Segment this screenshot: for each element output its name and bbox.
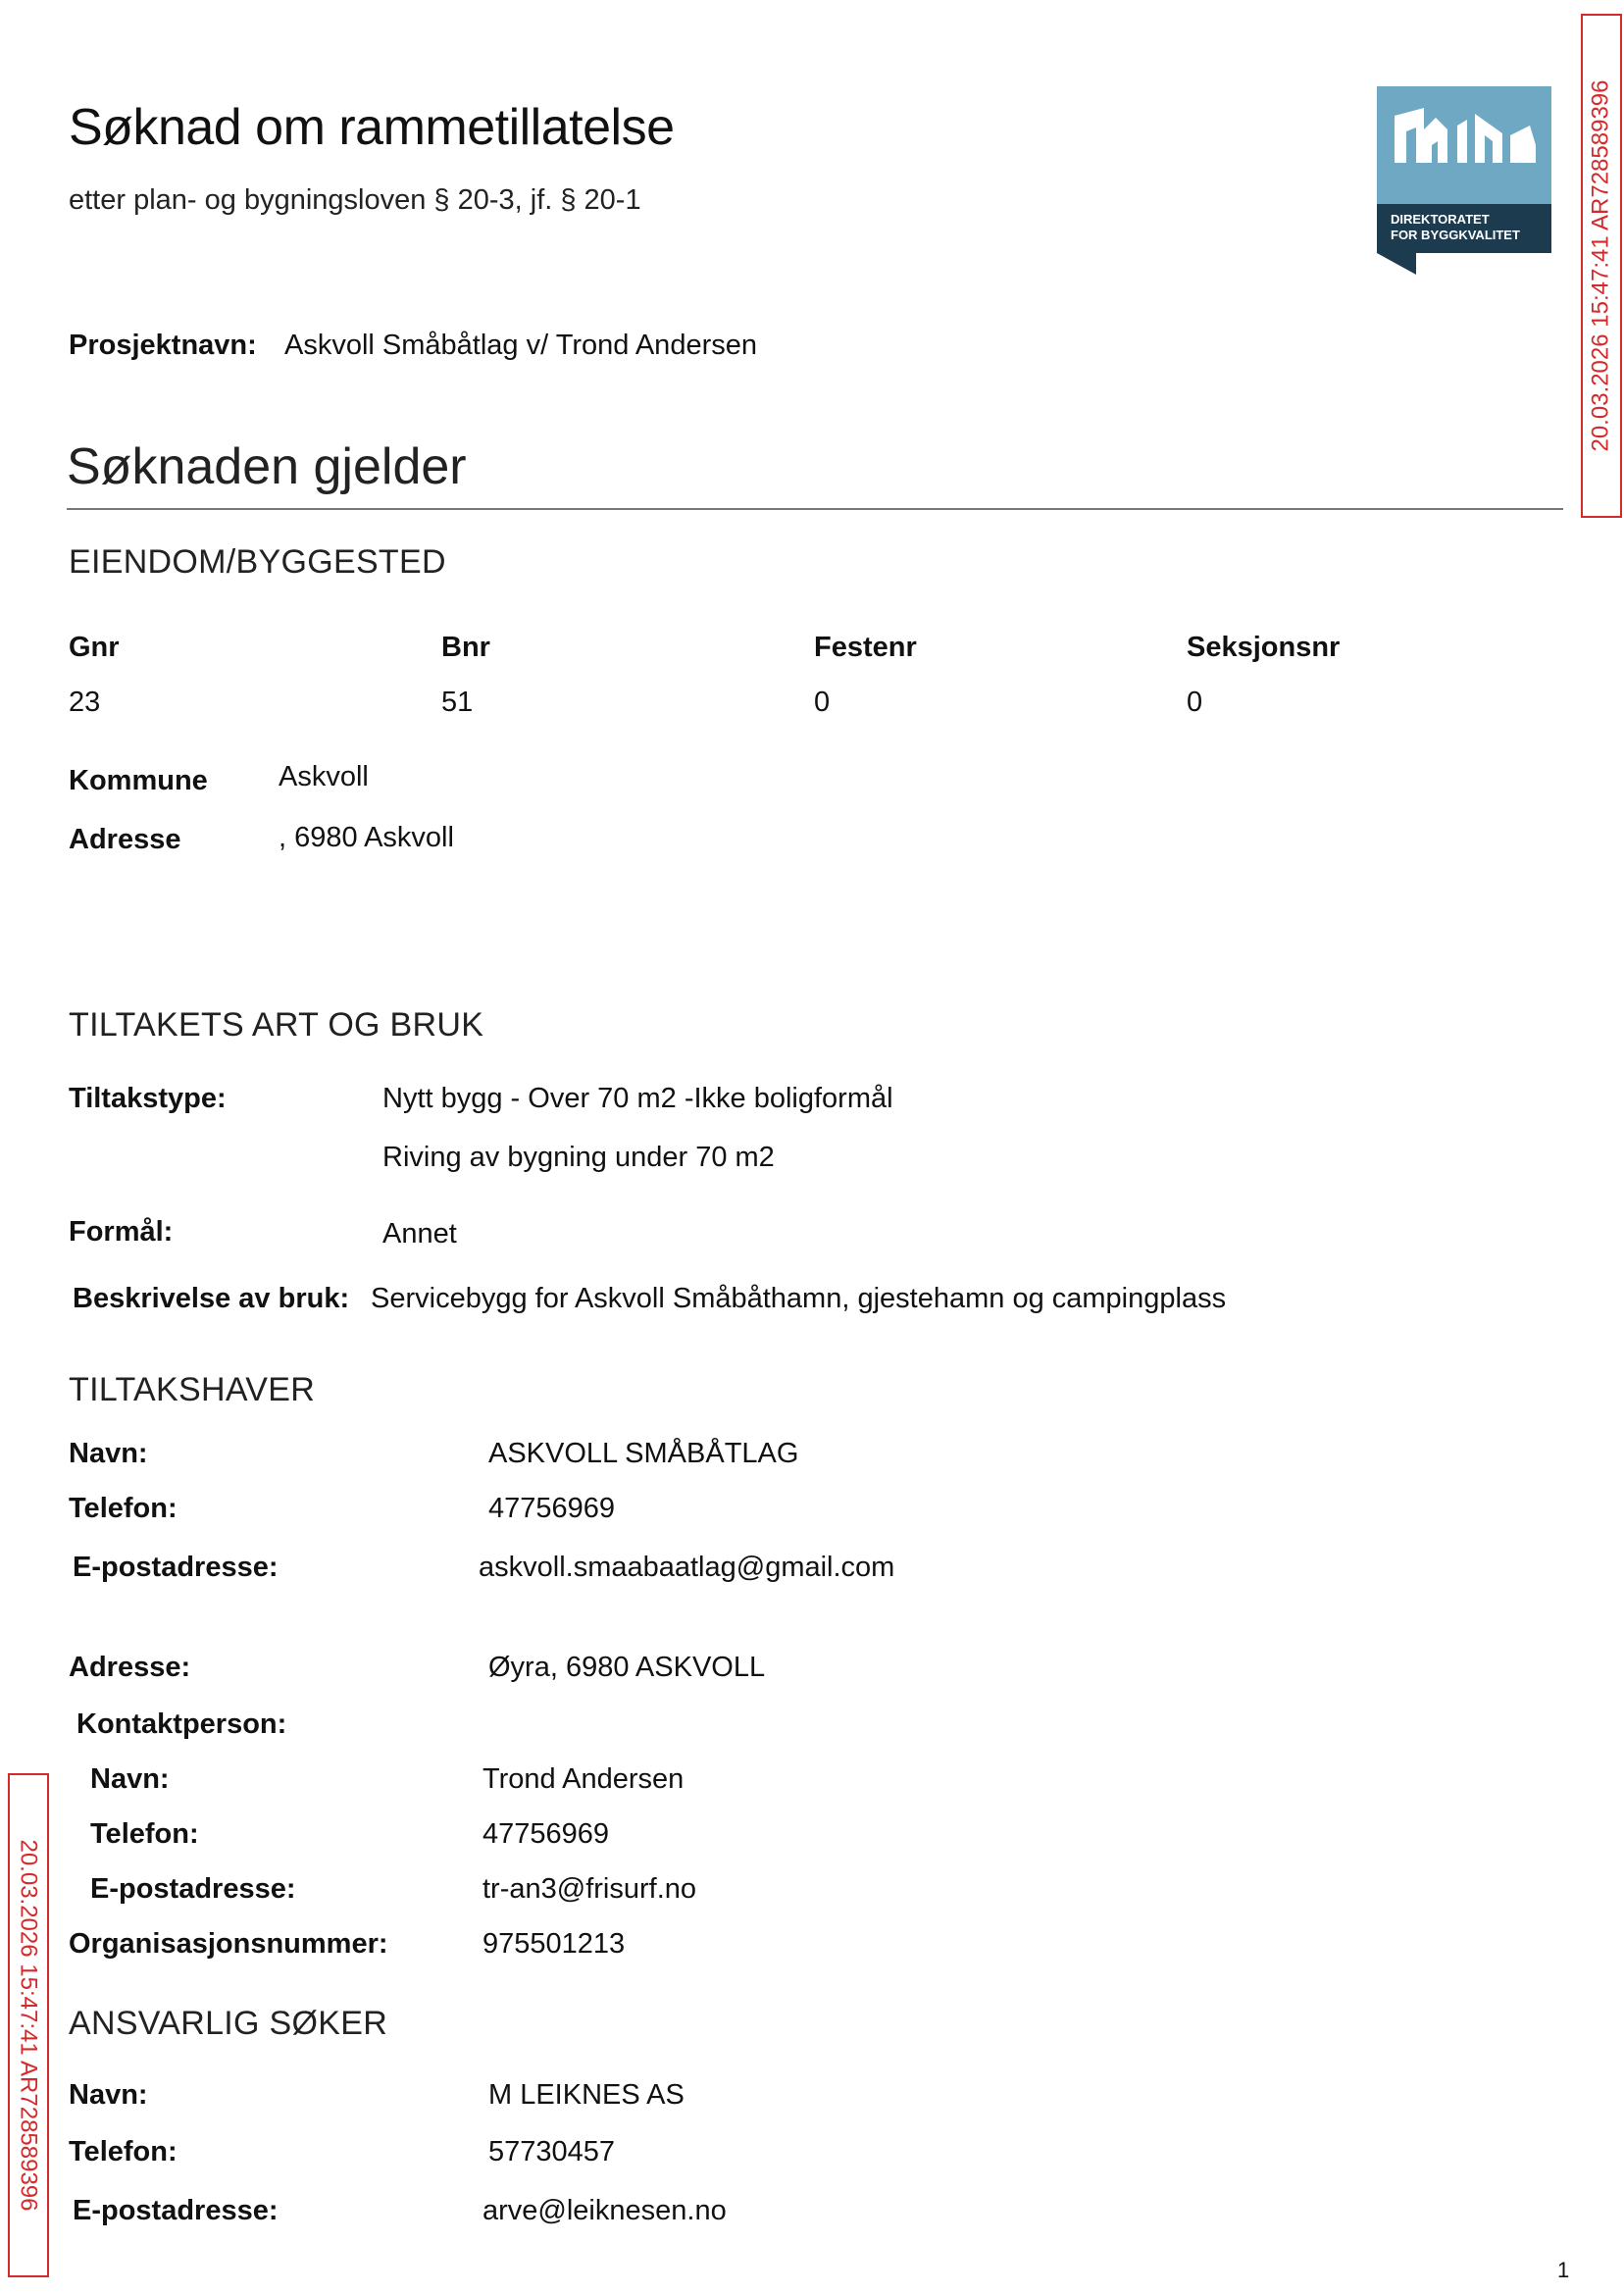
kontaktperson-label: Kontaktperson:	[76, 1708, 287, 1740]
bruk-label: Beskrivelse av bruk:	[73, 1283, 350, 1314]
kommune-label: Kommune	[69, 765, 208, 796]
th-epost-value: askvoll.smaabaatlag@gmail.com	[479, 1552, 895, 1583]
dibk-logo-icon	[1377, 86, 1551, 275]
svg-text:FOR BYGGKVALITET: FOR BYGGKVALITET	[1391, 228, 1520, 242]
dibk-logo	[1377, 86, 1551, 275]
kp-telefon-value: 47756969	[482, 1818, 610, 1850]
th-navn-value: ASKVOLL SMÅBÅTLAG	[488, 1438, 799, 1469]
adresse-value: , 6980 Askvoll	[279, 822, 454, 853]
as-navn-label: Navn:	[69, 2079, 148, 2111]
registration-stamp-top: 20.03.2026 15:47:41 AR728589396	[1581, 14, 1622, 518]
th-adresse-value: Øyra, 6980 ASKVOLL	[488, 1652, 766, 1683]
page-title: Søknad om rammetillatelse	[69, 99, 675, 156]
as-navn-value: M LEIKNES AS	[488, 2079, 685, 2111]
main-heading: Søknaden gjelder	[67, 438, 467, 495]
festenr-label: Festenr	[814, 632, 917, 663]
kp-epost-value: tr-an3@frisurf.no	[482, 1873, 697, 1905]
th-epost-label: E-postadresse:	[73, 1552, 279, 1583]
kommune-value: Askvoll	[279, 761, 369, 792]
as-telefon-label: Telefon:	[69, 2136, 178, 2167]
bruk-value: Servicebygg for Askvoll Småbåthamn, gjestehamn og campingplass	[371, 1283, 1227, 1314]
orgnr-value: 975501213	[482, 1928, 626, 1960]
tiltakstype-value-2: Riving av bygning under 70 m2	[382, 1142, 775, 1173]
as-epost-label: E-postadresse:	[73, 2195, 279, 2226]
section-ansvarlig-heading: ANSVARLIG SØKER	[69, 2005, 388, 2042]
page-number: 1	[1557, 2258, 1570, 2282]
bnr-label: Bnr	[441, 632, 490, 663]
formal-value: Annet	[382, 1218, 457, 1249]
bnr-value: 51	[441, 687, 474, 718]
kp-navn-label: Navn:	[90, 1763, 170, 1795]
festenr-value: 0	[814, 687, 831, 718]
registration-stamp-bottom: 20.03.2026 15:47:41 AR728589396	[8, 1773, 49, 2277]
svg-text:DIREKTORATET: DIREKTORATET	[1391, 212, 1490, 227]
formal-label: Formål:	[69, 1216, 174, 1248]
seksjonsnr-value: 0	[1187, 687, 1203, 718]
tiltakstype-label: Tiltakstype:	[69, 1083, 227, 1114]
gnr-label: Gnr	[69, 632, 120, 663]
th-adresse-label: Adresse:	[69, 1652, 191, 1683]
heading-rule	[67, 508, 1563, 510]
as-epost-value: arve@leiknesen.no	[482, 2195, 727, 2226]
section-eiendom-heading: EIENDOM/BYGGESTED	[69, 543, 446, 581]
kp-telefon-label: Telefon:	[90, 1818, 199, 1850]
project-label: Prosjektnavn:	[69, 330, 257, 361]
as-telefon-value: 57730457	[488, 2136, 616, 2167]
tiltakstype-value-1: Nytt bygg - Over 70 m2 -Ikke boligformål	[382, 1083, 893, 1114]
seksjonsnr-label: Seksjonsnr	[1187, 632, 1341, 663]
kp-navn-value: Trond Andersen	[482, 1763, 685, 1795]
section-tiltak-heading: TILTAKETS ART OG BRUK	[69, 1006, 484, 1044]
project-value: Askvoll Småbåtlag v/ Trond Andersen	[284, 330, 757, 361]
gnr-value: 23	[69, 687, 101, 718]
orgnr-label: Organisasjonsnummer:	[69, 1928, 388, 1960]
kp-epost-label: E-postadresse:	[90, 1873, 296, 1905]
th-telefon-value: 47756969	[488, 1493, 616, 1524]
section-tiltakshaver-heading: TILTAKSHAVER	[69, 1371, 316, 1408]
page-subtitle: etter plan- og bygningsloven § 20-3, jf. § 20-1	[69, 184, 641, 216]
adresse-label: Adresse	[69, 824, 181, 855]
th-navn-label: Navn:	[69, 1438, 148, 1469]
th-telefon-label: Telefon:	[69, 1493, 178, 1524]
